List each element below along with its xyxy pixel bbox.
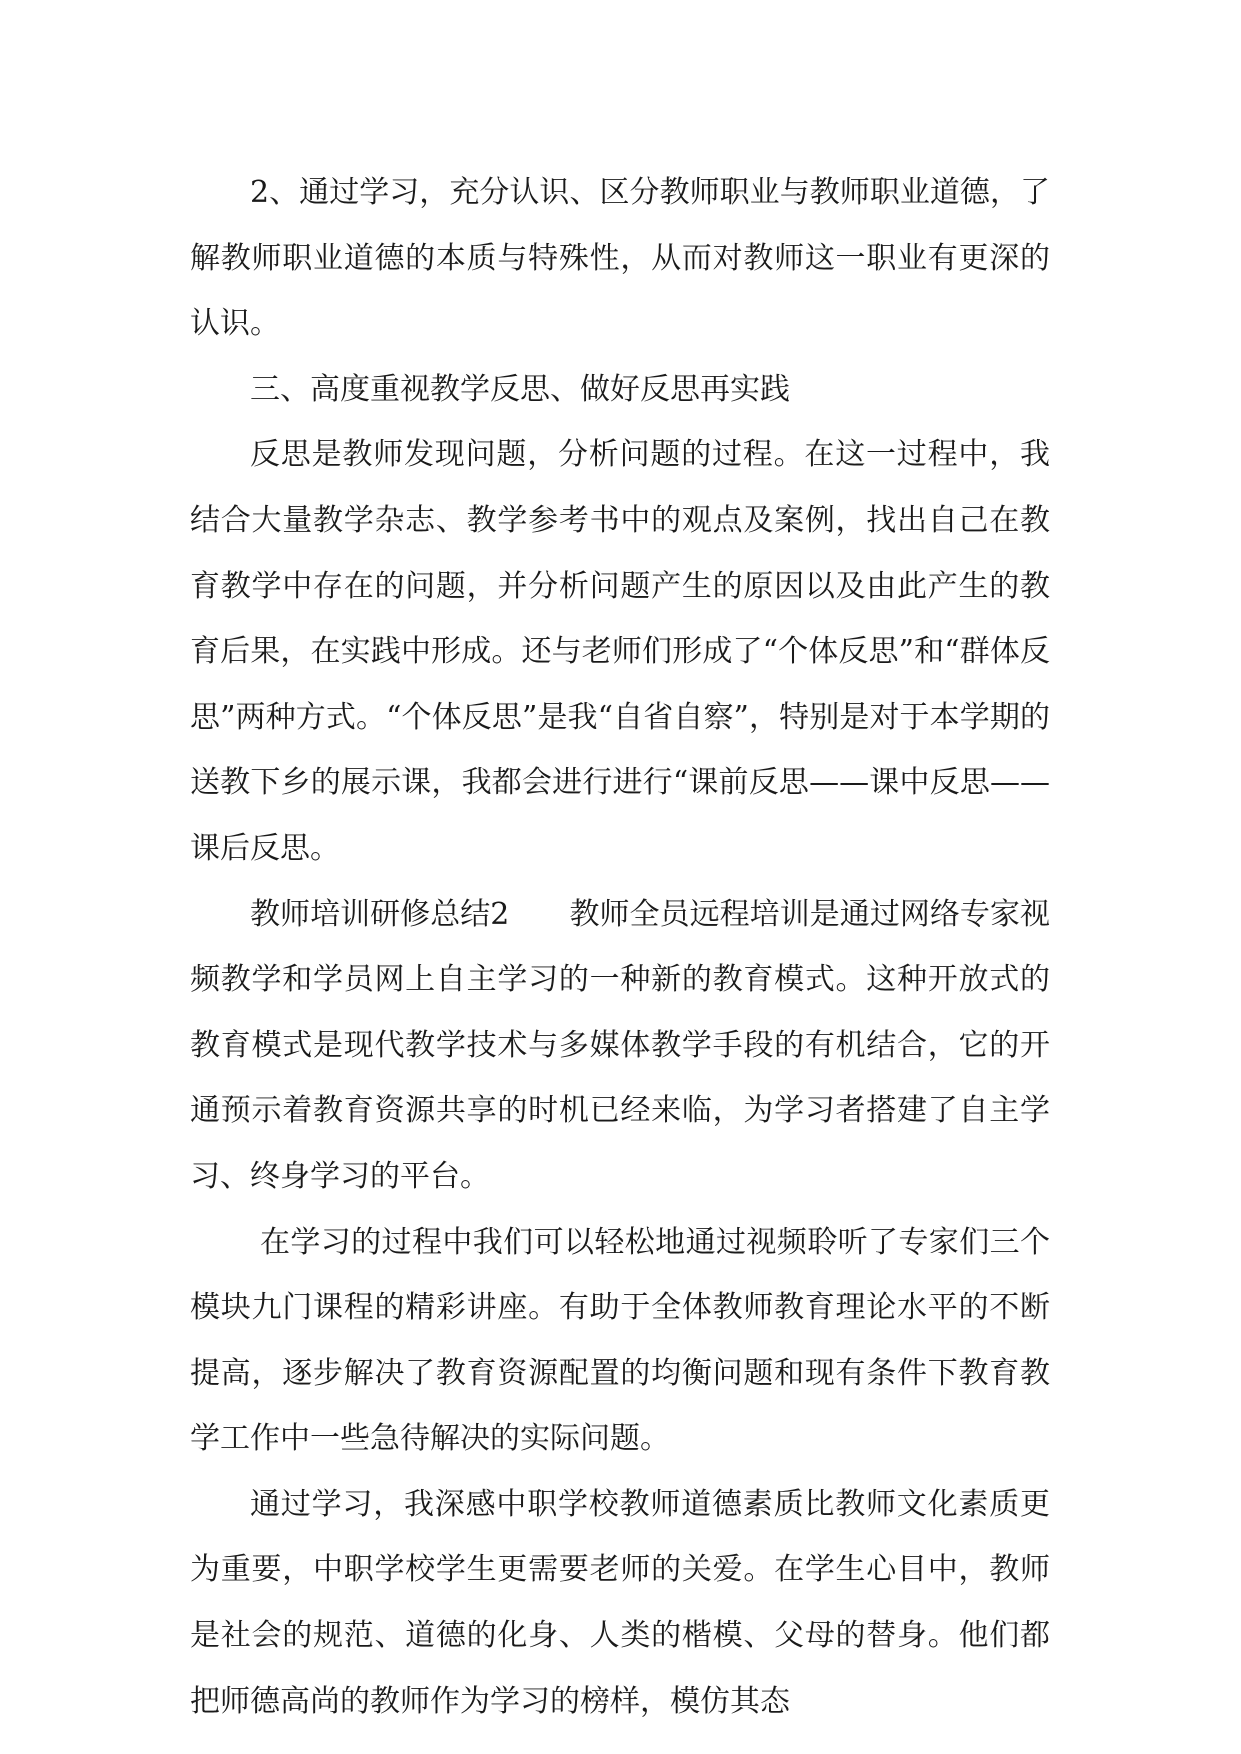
- paragraph-ethics-understanding: 2、通过学习，充分认识、区分教师职业与教师职业道德，了解教师职业道德的本质与特殊性，从而对教师这一职业有更深的认识。: [190, 175, 1050, 342]
- paragraph-training-summary-2: 教师培训研修总结2 教师全员远程培训是通过网络专家视频教学和学员网上自主学习的一种新的教育模式。这种开放式的教育模式是现代教学技术与多媒体教学手段的有机结合，它的开通预示着教育资源共享的时机已经来临，为学习者搭建了自主学习、终身学习的平台。: [190, 896, 1050, 1194]
- document-body: [190, 160, 1050, 1734]
- section-heading-reflection: 三、高度重视教学反思、做好反思再实践: [250, 371, 790, 407]
- paragraph-video-lectures: 在学习的过程中我们可以轻松地通过视频聆听了专家们三个模块九门课程的精彩讲座。有助于全体教师教育理论水平的不断提高，逐步解决了教育资源配置的均衡问题和现有条件下教育教学工作中一些急待解决的实际问题。: [190, 1224, 1051, 1457]
- paragraph-teacher-morality: 通过学习，我深感中职学校教师道德素质比教师文化素质更为重要，中职学校学生更需要老师的关爱。在学生心目中，教师是社会的规范、道德的化身、人类的楷模、父母的替身。他们都把师德高尚的教师作为学习的榜样，模仿其态: [190, 1486, 1050, 1719]
- paragraph-reflection-process: 反思是教师发现问题，分析问题的过程。在这一过程中，我结合大量教学杂志、教学参考书中的观点及案例，找出自己在教育教学中存在的问题，并分析问题产生的原因以及由此产生的教育后果，在实践中形成。还与老师们形成了“个体反思”和“群体反思”两种方式。“个体反思”是我“自省自察”，特别是对于本学期的送教下乡的展示课，我都会进行进行“课前反思——课中反思——课后反思。: [190, 437, 1050, 866]
